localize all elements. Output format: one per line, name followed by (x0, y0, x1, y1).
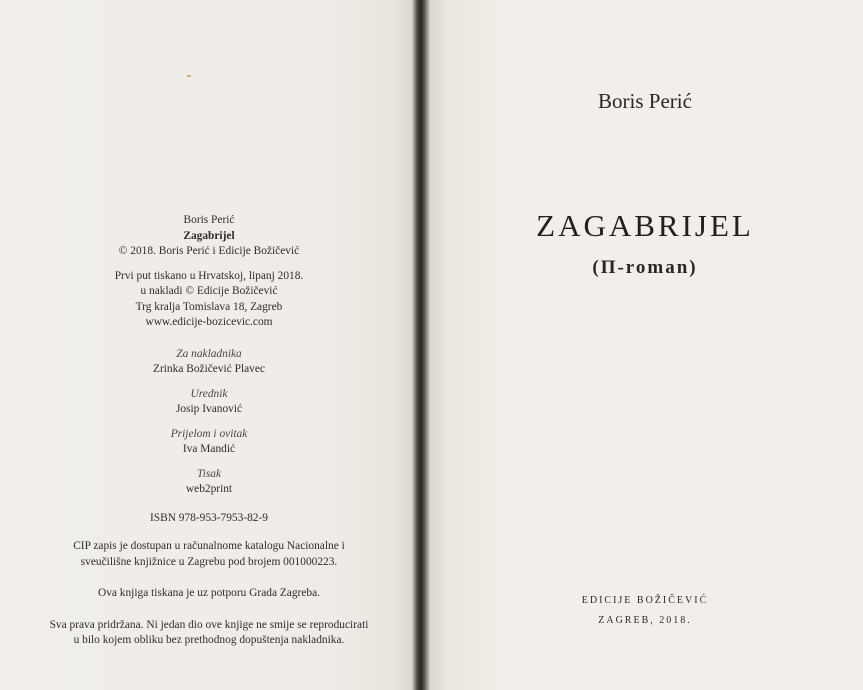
print-line: Trg kralja Tomislava 18, Zagreb (135, 300, 283, 313)
left-page-colophon (0, 0, 418, 690)
print-line: Prvi put tiskano u Hrvatskoj, lipanj 2018. (114, 269, 304, 282)
book-gutter (412, 0, 430, 690)
place-year: ZAGREB, 2018. (598, 615, 692, 626)
credit-name: Zrinka Božičević Plavec (153, 363, 265, 375)
colophon-block (0, 213, 418, 649)
credit-name: web2print (185, 483, 233, 495)
colophon-title: Zagabrijel (183, 229, 235, 242)
title-page-title: ZAGABRIJEL (536, 208, 754, 243)
rights-line: Sva prava pridržana. Ni jedan dio ove knjige ne smije se reproducirati (49, 618, 369, 631)
credit-name: Josip Ivanović (175, 403, 243, 415)
title-page-author: Boris Perić (598, 89, 692, 113)
cip-line: sveučilišne knjižnice u Zagrebu pod brojem 001000223. (80, 555, 338, 568)
colophon-copyright: © 2018. Boris Perić i Edicije Božičević (118, 245, 300, 257)
credit-role: Za nakladnika (176, 347, 242, 360)
credit-role: Urednik (190, 387, 228, 400)
publisher-name: EDICIJE BOŽIČEVIĆ (581, 595, 709, 606)
credit-role: Tisak (196, 467, 222, 480)
isbn: ISBN 978-953-7953-82-9 (149, 511, 268, 524)
rights-line: u bilo kojem obliku bez prethodnog dopuštenja nakladnika. (73, 634, 345, 646)
credit-name: Iva Mandić (182, 443, 236, 455)
title-page-subtitle: (Π-roman) (592, 257, 698, 278)
colophon-author: Boris Perić (183, 214, 235, 226)
support-note: Ova knjiga tiskana je uz potporu Grada Zagreba. (97, 587, 321, 599)
cip-line: CIP zapis je dostupan u računalnome katalogu Nacionalne i (73, 540, 345, 552)
paper-speck (187, 75, 191, 77)
right-page-title (427, 0, 863, 690)
title-page-imprint (427, 591, 863, 631)
print-line: www.edicije-bozicevic.com (145, 316, 273, 328)
print-line: u nakladi © Edicije Božičević (140, 285, 278, 297)
credit-role: Prijelom i ovitak (170, 427, 248, 440)
